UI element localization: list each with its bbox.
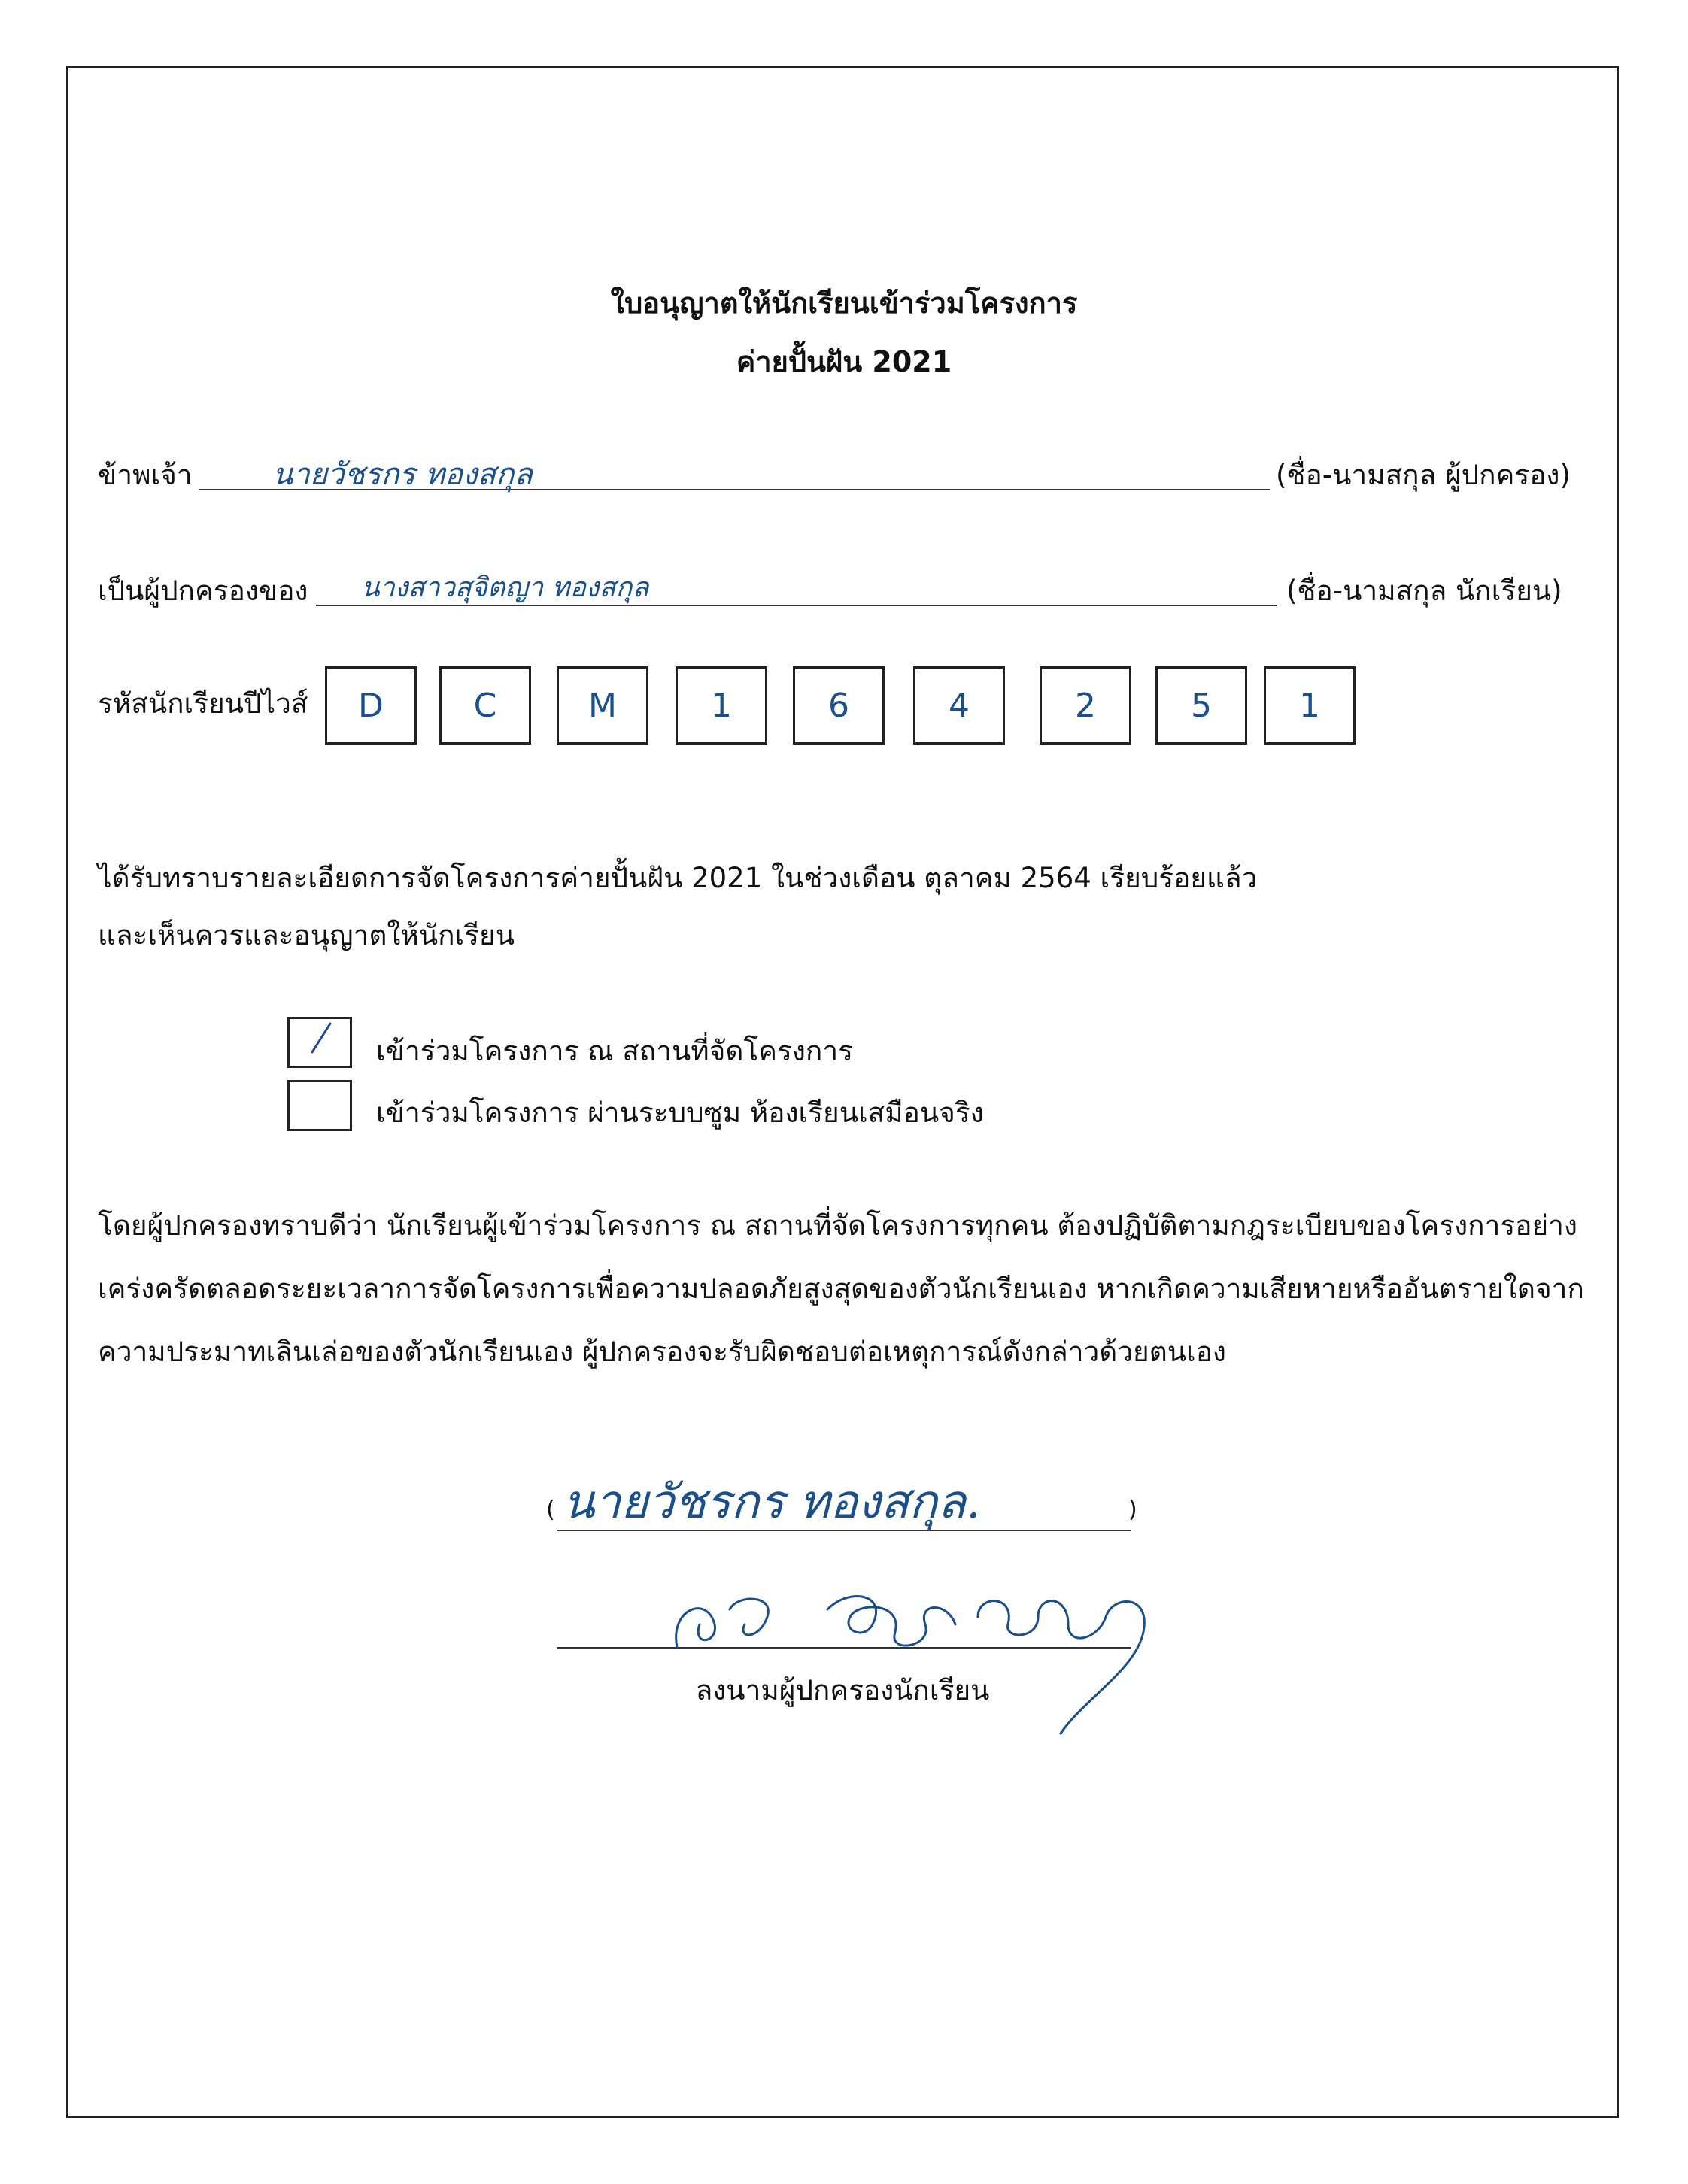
option-zoom-label: เข้าร่วมโครงการ ผ่านระบบซูม ห้องเรียนเสมือนจริง: [376, 1097, 984, 1129]
signature-caption: ลงนามผู้ปกครองนักเรียน: [695, 1674, 990, 1706]
terms-line-3: ความประมาทเลินเล่อของตัวนักเรียนเอง ผู้ปกครองจะรับผิดชอบต่อเหตุการณ์ดังกล่าวด้วยตนเอง: [98, 1336, 1226, 1368]
student-id-box-4[interactable]: 1: [676, 666, 767, 745]
student-id-box-8[interactable]: 5: [1155, 666, 1247, 745]
option-zoom-checkbox[interactable]: [287, 1080, 352, 1131]
document-title: ใบอนุญาตให้นักเรียนเข้าร่วมโครงการ: [610, 287, 1078, 320]
option-onsite-checkbox[interactable]: [287, 1017, 352, 1068]
signature-open-paren: (: [546, 1497, 555, 1523]
acknowledgement-line-2: และเห็นควรและอนุญาตให้นักเรียน: [98, 919, 515, 951]
document-subtitle: ค่ายปั้นฝัน 2021: [736, 345, 952, 378]
student-id-box-2[interactable]: C: [439, 666, 531, 745]
student-id-box-6[interactable]: 4: [913, 666, 1005, 745]
terms-line-2: เคร่งครัดตลอดระยะเวลาการจัดโครงการเพื่อความปลอดภัยสูงสุดของตัวนักเรียนเอง หากเกิดความเสียหายหรืออันตรายใดจาก: [98, 1272, 1584, 1305]
guardian-handwritten-name[interactable]: นายวัชรกร ทองสกุล: [272, 457, 533, 492]
student-prefix: เป็นผู้ปกครองของ: [98, 575, 308, 607]
student-suffix: (ชื่อ-นามสกุล นักเรียน): [1286, 575, 1562, 607]
student-id-box-9[interactable]: 1: [1264, 666, 1356, 745]
student-id-box-7[interactable]: 2: [1040, 666, 1131, 745]
student-handwritten-name[interactable]: นางสาวสุจิตญา ทองสกุล: [361, 572, 649, 603]
guardian-prefix: ข้าพเจ้า: [98, 459, 193, 491]
guardian-suffix: (ชื่อ-นามสกุล ผู้ปกครอง): [1276, 459, 1571, 491]
acknowledgement-line-1: ได้รับทราบรายละเอียดการจัดโครงการค่ายปั้นฝัน 2021 ในช่วงเดือน ตุลาคม 2564 เรียบร้อยแล้ว: [98, 862, 1258, 894]
checkmark-icon: [290, 1019, 350, 1066]
signature-close-paren: ): [1128, 1497, 1137, 1523]
student-id-box-3[interactable]: M: [557, 666, 648, 745]
signature-printed-name[interactable]: นายวัชรกร ทองสกุล.: [563, 1474, 981, 1529]
option-onsite-label: เข้าร่วมโครงการ ณ สถานที่จัดโครงการ: [376, 1035, 853, 1067]
student-id-box-1[interactable]: D: [325, 666, 417, 745]
student-id-label: รหัสนักเรียนปีไวส์: [98, 687, 308, 720]
terms-line-1: โดยผู้ปกครองทราบดีว่า นักเรียนผู้เข้าร่วมโครงการ ณ สถานที่จัดโครงการทุกคน ต้องปฏิบัติตามกฎระเบียบของโครงการอย่าง: [98, 1209, 1577, 1242]
student-id-box-5[interactable]: 6: [793, 666, 885, 745]
